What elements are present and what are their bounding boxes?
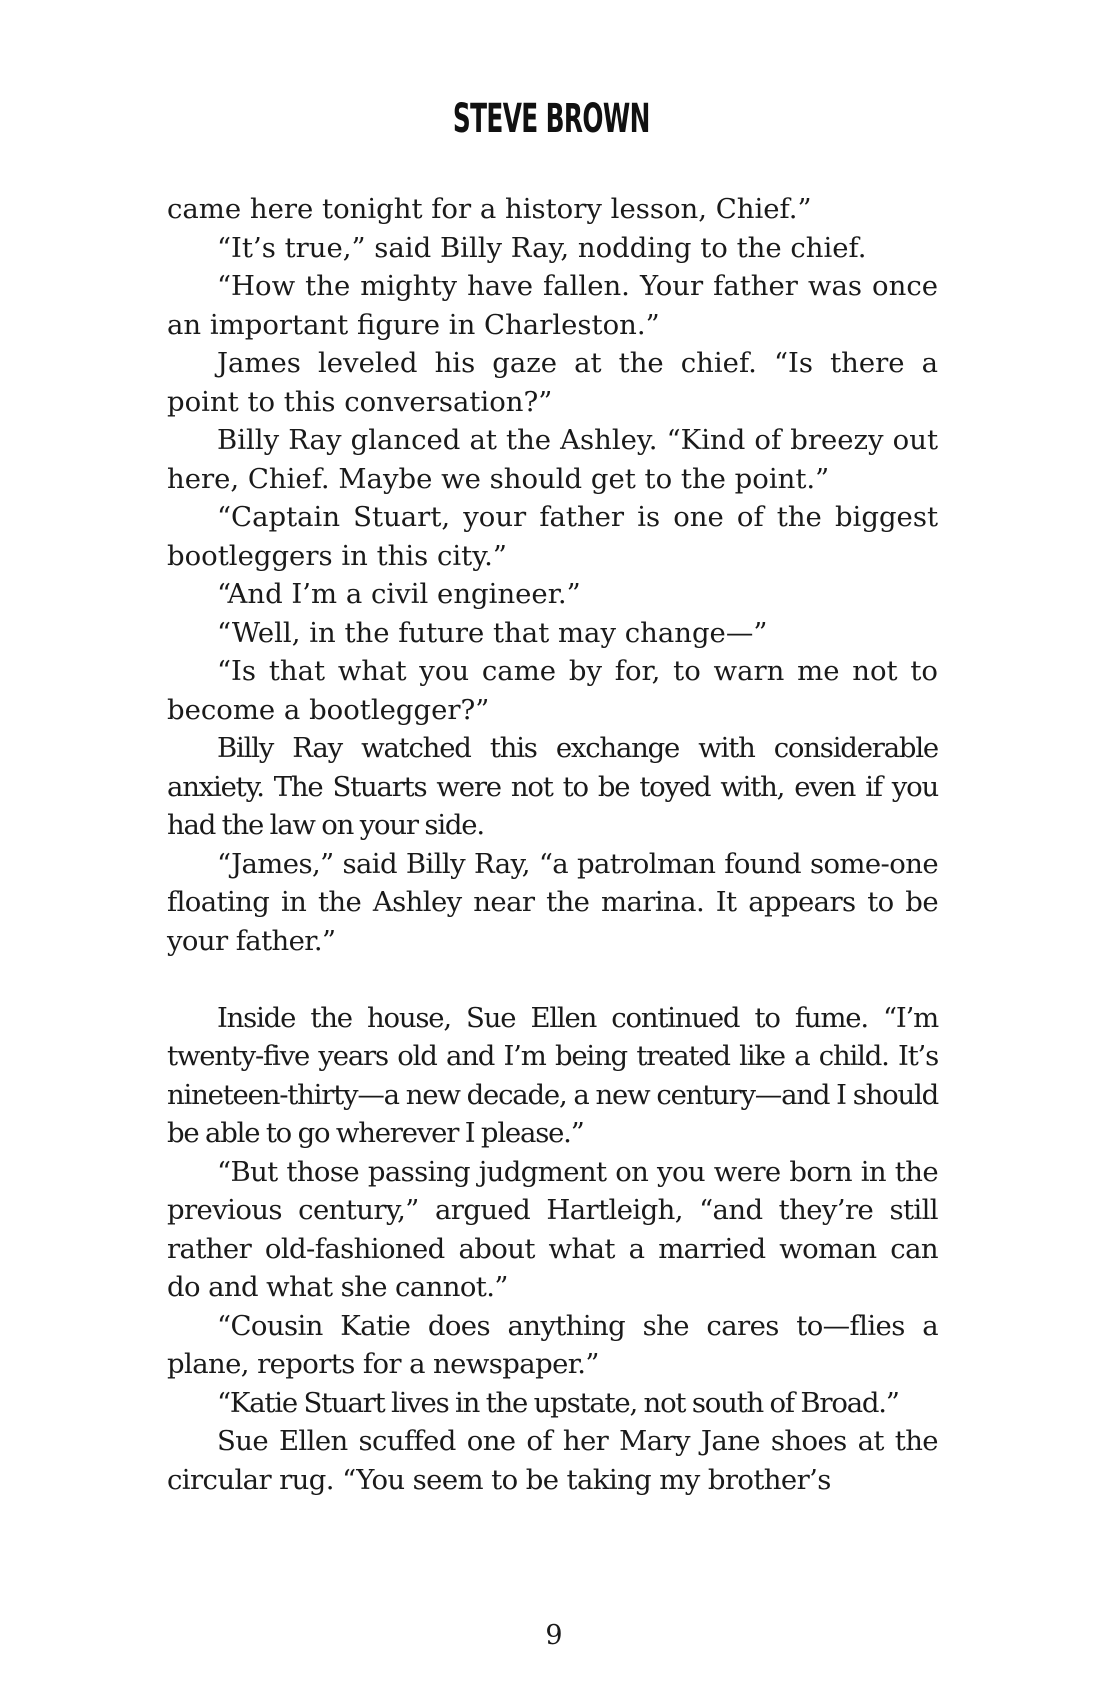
paragraph: Inside the house, Sue Ellen continued to fume. “I’m twenty-five years old and I’m being treated like a child. It’s nineteen-thirty—a new decade, a new century—and I should be able to go wherever I please.” xyxy=(167,1001,938,1149)
paragraph: “How the mighty have fallen. Your father was once an important figure in Charleston.” xyxy=(167,270,938,341)
paragraph: Sue Ellen scuffed one of her Mary Jane shoes at the circular rug. “You seem to be taking my brother’s xyxy=(167,1425,938,1496)
body-text xyxy=(167,190,938,1499)
paragraph: “James,” said Billy Ray, “a patrolman found some-one floating in the Ashley near the marina. It appears to be your father.” xyxy=(167,847,938,957)
paragraph: “But those passing judgment on you were born in the previous century,” argued Hartleigh, “and they’re still rather old-fashioned about what a married woman can do and what she cannot.” xyxy=(167,1155,938,1303)
paragraph: “Captain Stuart, your father is one of the biggest bootleggers in this city.” xyxy=(167,501,938,572)
paragraph: “And I’m a civil engineer.” xyxy=(217,578,581,610)
page-number: 9 xyxy=(545,1620,563,1651)
running-head: STEVE BROWN xyxy=(452,96,650,142)
paragraph: Billy Ray glanced at the Ashley. “Kind of breezy out here, Chief. Maybe we should get to the point.” xyxy=(167,424,938,495)
paragraph: “Cousin Katie does anything she cares to—flies a plane, reports for a newspaper.” xyxy=(167,1309,938,1380)
paragraph: “It’s true,” said Billy Ray, nodding to the chief. xyxy=(217,231,867,264)
paragraph: “Is that what you came by for, to warn me not to become a bootlegger?” xyxy=(167,655,938,726)
paragraph: “Katie Stuart lives in the upstate, not south of Broad.” xyxy=(217,1386,899,1419)
paragraph: Billy Ray watched this exchange with considerable anxiety. The Stuarts were not to be toyed with, even if you had the law on your side. xyxy=(167,732,938,841)
paragraph: James leveled his gaze at the chief. “Is there a point to this conversation?” xyxy=(167,347,938,418)
paragraph: came here tonight for a history lesson, Chief.” xyxy=(167,193,812,225)
paragraph: “Well, in the future that may change—” xyxy=(217,616,768,649)
section-break xyxy=(167,960,938,999)
